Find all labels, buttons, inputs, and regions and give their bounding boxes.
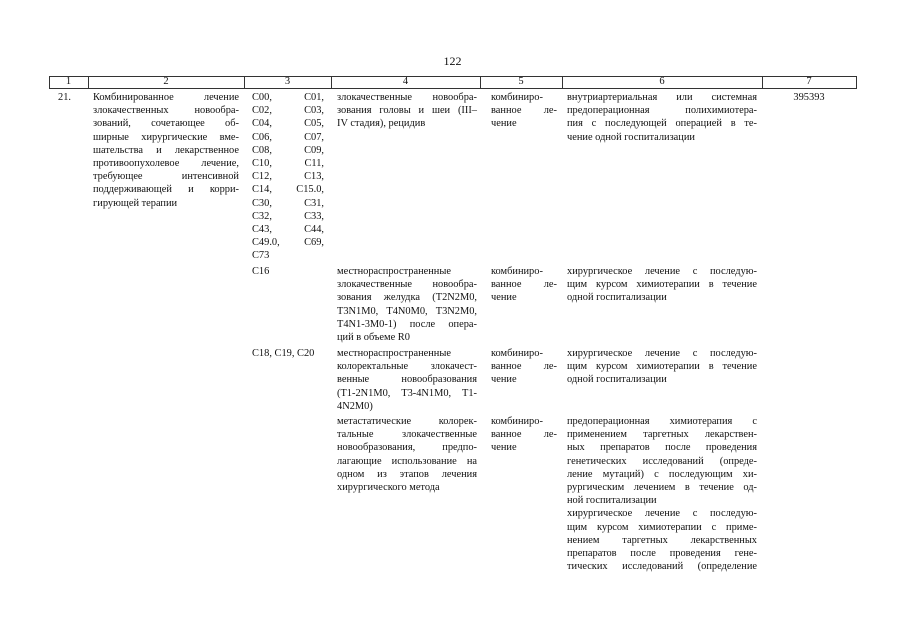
treatment-method-line: ной госпитализации xyxy=(567,495,657,507)
patient-model-line: зования желудка (T2N2M0, xyxy=(337,292,477,304)
icd-code-row xyxy=(252,249,324,262)
icd-code: C12, xyxy=(252,171,272,183)
treatment-type-line: чение xyxy=(491,292,517,304)
icd-code: C44, xyxy=(304,223,324,235)
treatment-method-line: хирургическое лечение с последую- xyxy=(567,508,757,520)
profile-name xyxy=(93,91,239,210)
treatment-method-line: пия с последующей операцией в те- xyxy=(567,118,757,130)
profile-name-line: требующее интенсивной xyxy=(93,171,239,183)
icd-code: C30, xyxy=(252,197,272,209)
treatment-type-line: комбиниро- xyxy=(491,348,543,359)
patient-model-line: одном из этапов лечения xyxy=(337,468,477,480)
patient-model-line: злокачественные новообра- xyxy=(337,92,477,103)
patient-model-line: метастатические колорек- xyxy=(337,416,477,427)
treatment-method-line: препаратов после проведения гене- xyxy=(567,547,757,559)
treatment-type-line: ванное ле- xyxy=(491,105,557,117)
icd-code-row xyxy=(252,91,324,104)
patient-model-line: T4N1-3M0-1) после опера- xyxy=(337,318,477,330)
col-header-6: 6 xyxy=(659,76,665,87)
patient-model-line: зования головы и шеи (III– xyxy=(337,105,477,117)
patient-model-line: лагающие использование на xyxy=(337,455,477,467)
treatment-method-line: внутриартериальная или системная xyxy=(567,92,757,103)
col-header-1: 1 xyxy=(65,76,72,87)
row-number: 21. xyxy=(58,92,71,103)
table-header-rule xyxy=(49,88,857,89)
profile-name-line: гирующей терапии xyxy=(93,197,178,209)
icd-code: C73 xyxy=(252,250,270,262)
price-value: 395393 xyxy=(793,92,825,103)
icd-code: C03, xyxy=(304,105,324,117)
treatment-method-line: одной госпитализации xyxy=(567,374,667,386)
treatment-type-line: комбиниро- xyxy=(491,266,543,277)
treatment-method-line: одной госпитализации xyxy=(567,292,667,304)
treatment-type xyxy=(491,91,557,131)
icd-code-row xyxy=(252,104,324,117)
treatment-method-line: щим курсом химиотерапии в течение xyxy=(567,361,757,373)
icd-code: C33, xyxy=(304,210,324,222)
icd-code-c16: C16 xyxy=(252,266,270,277)
treatment-method-line: хирургическое лечение с последую- xyxy=(567,348,757,359)
patient-model xyxy=(337,415,477,494)
treatment-type-line: чение xyxy=(491,118,517,130)
patient-model-line: 4N2M0) xyxy=(337,400,373,412)
icd-code: C06, xyxy=(252,131,272,143)
treatment-type xyxy=(491,415,557,455)
col-header-2: 2 xyxy=(163,76,169,87)
treatment-type-line: комбиниро- xyxy=(491,416,543,427)
icd-code-row xyxy=(252,183,324,196)
icd-code: C08, xyxy=(252,144,272,156)
treatment-type xyxy=(491,265,557,305)
patient-model-line: колоректальные злокачест- xyxy=(337,361,477,373)
patient-model-line: хирургического метода xyxy=(337,481,440,493)
icd-code-row xyxy=(252,236,324,249)
treatment-method xyxy=(567,265,757,305)
treatment-method-line: хирургическое лечение с последую- xyxy=(567,266,757,277)
treatment-method-line: нением таргетных лекарственных xyxy=(567,534,757,546)
patient-model-line: злокачественные новообра- xyxy=(337,279,477,291)
patient-model-line: венные новообразования xyxy=(337,374,477,386)
icd-code: C11, xyxy=(304,157,324,169)
col-header-3: 3 xyxy=(284,76,291,87)
treatment-method-line: чение одной госпитализации xyxy=(567,131,695,143)
treatment-method xyxy=(567,415,757,573)
icd-code: C07, xyxy=(304,131,324,143)
treatment-type-line: ванное ле- xyxy=(491,361,557,373)
profile-name-line: зований, сочетающее об- xyxy=(93,118,239,130)
treatment-method xyxy=(567,347,757,387)
icd-code-row xyxy=(252,197,324,210)
treatment-type-line: чение xyxy=(491,442,517,454)
col-header-4: 4 xyxy=(402,76,409,87)
col-header-5: 5 xyxy=(518,76,524,87)
icd-code: C15.0, xyxy=(296,184,324,196)
profile-name-line: противоопухолевое лечение, xyxy=(93,157,239,169)
icd-code-row xyxy=(252,131,324,144)
icd-code-list xyxy=(252,91,324,262)
profile-name-line: шательства и лекарственное xyxy=(93,144,239,156)
icd-code: C00, xyxy=(252,92,272,103)
icd-code: C69, xyxy=(304,237,324,249)
patient-model-line: новообразования, предпо- xyxy=(337,442,477,454)
icd-code: C05, xyxy=(304,118,324,130)
col-header-7: 7 xyxy=(806,76,812,87)
col-divider xyxy=(856,76,857,88)
icd-code-row xyxy=(252,144,324,157)
treatment-type-line: комбиниро- xyxy=(491,92,543,103)
icd-code-row xyxy=(252,170,324,183)
icd-code-row xyxy=(252,223,324,236)
treatment-method-line: тических исследований (определение xyxy=(567,561,757,573)
treatment-type xyxy=(491,347,557,387)
icd-code: C09, xyxy=(304,144,324,156)
treatment-method-line: предоперационная полихимиотера- xyxy=(567,105,757,117)
treatment-method-line: предоперационная химиотерапия с xyxy=(567,416,757,427)
patient-model-line: T3N1M0, T4N0M0, T3N2M0, xyxy=(337,305,477,317)
treatment-type-line: ванное ле- xyxy=(491,279,557,291)
icd-code: C04, xyxy=(252,118,272,130)
profile-name-line: поддерживающей и корри- xyxy=(93,184,239,196)
icd-code-row xyxy=(252,157,324,170)
profile-name-line: злокачественных новообра- xyxy=(93,105,239,117)
treatment-method-line: ных препаратов после проведения xyxy=(567,442,757,454)
icd-code: C01, xyxy=(304,92,324,103)
treatment-method-line: ление мутаций) с последующим хи- xyxy=(567,468,757,480)
icd-code-c18-c20: C18, C19, C20 xyxy=(252,348,315,359)
icd-code: C31, xyxy=(304,197,324,209)
treatment-method-line: применением таргетных лекарствен- xyxy=(567,429,757,441)
patient-model-line: местнораспространенные xyxy=(337,348,451,359)
treatment-method xyxy=(567,91,757,144)
treatment-method-line: щим курсом химиотерапии с приме- xyxy=(567,521,757,533)
icd-code: C49.0, xyxy=(252,237,280,249)
icd-code: C43, xyxy=(252,223,272,235)
icd-code-row xyxy=(252,117,324,130)
patient-model xyxy=(337,347,477,413)
patient-model-line: местнораспространенные xyxy=(337,266,451,277)
patient-model-line: ций в объеме R0 xyxy=(337,331,410,343)
icd-code: C02, xyxy=(252,105,272,117)
icd-code: C13, xyxy=(304,171,324,183)
icd-code: C14, xyxy=(252,184,272,196)
icd-code: C10, xyxy=(252,157,272,169)
treatment-type-line: ванное ле- xyxy=(491,429,557,441)
treatment-method-line: щим курсом химиотерапии в течение xyxy=(567,279,757,291)
profile-name-line: Комбинированное лечение xyxy=(93,92,239,103)
patient-model xyxy=(337,91,477,131)
page-number: 122 xyxy=(443,54,462,68)
treatment-type-line: чение xyxy=(491,374,517,386)
icd-code: C32, xyxy=(252,210,272,222)
treatment-method-line: генетических исследований (опреде- xyxy=(567,455,757,467)
patient-model-line: (T1-2N1M0, T3-4N1M0, T1- xyxy=(337,387,477,399)
treatment-method-line: рургическим лечением в течение од- xyxy=(567,481,757,493)
patient-model xyxy=(337,265,477,344)
icd-code-row xyxy=(252,210,324,223)
profile-name-line: ширные хирургические вме- xyxy=(93,131,239,143)
patient-model-line: IV стадия), рецидив xyxy=(337,118,426,130)
patient-model-line: тальные злокачественные xyxy=(337,429,477,441)
